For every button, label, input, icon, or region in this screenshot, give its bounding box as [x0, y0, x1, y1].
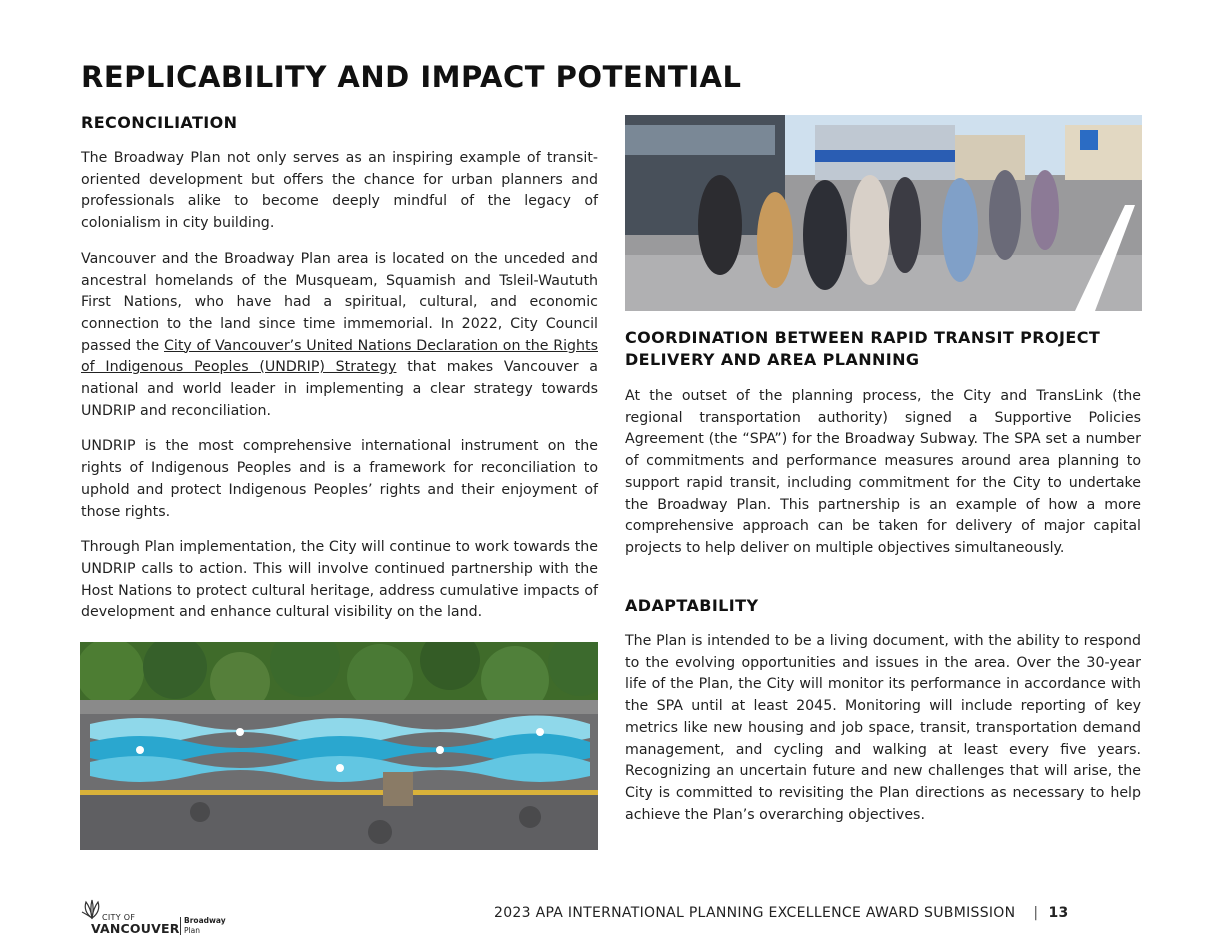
- undrip-strategy-link[interactable]: City of Vancouver’s United Nations Declaration on the Rights of Indigenous Peoples (UNDRIP) Strategy: [81, 337, 598, 376]
- logo-divider: [180, 917, 181, 935]
- footer-submission-text: 2023 APA INTERNATIONAL PLANNING EXCELLENCE AWARD SUBMISSION: [494, 905, 1016, 921]
- flower-logo-icon: [80, 898, 104, 922]
- logo-broadway-text: Broadway: [184, 916, 226, 925]
- adaptability-paragraph-1: The Plan is intended to be a living document, with the ability to respond to the evolving opportunities and issues in the area. Over the 30-year life of the Plan, the City will monitor its performance in accordance with the SPA until at least 2045. Monitoring will include reporting of key metrics like new housing and job space, transit, transportation demand management, and cycling and walking at least every five years. Recognizing an uncertain future and new challenges that will arise, the City is committed to revisiting the Plan directions as necessary to help achieve the Plan’s overarching objectives.: [625, 633, 1141, 823]
- logo-city-of-text: CITY OF: [102, 913, 136, 922]
- footer-separator: |: [1033, 905, 1039, 921]
- adaptability-body: [625, 631, 1141, 840]
- page-number: 13: [1048, 905, 1069, 921]
- city-of-vancouver-broadway-plan-logo: [80, 896, 240, 936]
- coordination-paragraph-1: At the outset of the planning process, the City and TransLink (the regional transportation authority) signed a Supportive Policies Agreement (the “SPA”) for the Broadway Subway. The SPA set a number of commitments and performance measures around area planning to support rapid transit, including commitment for the City to undertake the Broadway Plan. This partnership is an example of how a more comprehensive approach can be taken for delivery of major capital projects to help deliver on multiple objectives simultaneously.: [625, 388, 1141, 556]
- street-crosswalk-photo: [625, 115, 1142, 311]
- logo-plan-text: Plan: [184, 926, 200, 935]
- reconciliation-paragraph-4: Through Plan implementation, the City will continue to work towards the UNDRIP calls to action. This will involve continued partnership with the Host Nations to protect cultural heritage, address cumulative impacts of development and enhance cultural visibility on the land.: [81, 539, 598, 621]
- reconciliation-heading: RECONCILIATION: [81, 113, 238, 132]
- logo-vancouver-text: VANCOUVER: [91, 921, 180, 936]
- reconciliation-paragraph-1: The Broadway Plan not only serves as an inspiring example of transit-oriented development but offers the chance for urban planners and professionals alike to become deeply mindful of the legacy of colonialism in city building.: [81, 150, 598, 232]
- footer: [494, 905, 1069, 921]
- reconciliation-paragraph-3: UNDRIP is the most comprehensive international instrument on the rights of Indigenous Peoples and is a framework for reconciliation to uphold and protect Indigenous Peoples’ rights and their enjoyment of those rights.: [81, 438, 598, 520]
- coordination-body: [625, 386, 1141, 574]
- adaptability-heading: ADAPTABILITY: [625, 596, 759, 615]
- paragraph-text: that makes Vancouver a national and world leader in implementing a clear strategy towards UNDRIP and reconciliation.: [81, 359, 598, 419]
- coordination-heading: COORDINATION BETWEEN RAPID TRANSIT PROJECT DELIVERY AND AREA PLANNING: [625, 328, 1101, 369]
- reconciliation-paragraph-2: [81, 249, 598, 423]
- paragraph-text: Vancouver and the Broadway Plan area is located on the unceded and ancestral homelands of the Musqueam, Squamish and Tsleil-Waututh First Nations, who have had a spiritual, cultural, and economic connection to the land since time immemorial. In 2022, City Council passed the: [81, 250, 598, 354]
- reconciliation-body: [81, 148, 598, 638]
- page-title: REPLICABILITY AND IMPACT POTENTIAL: [81, 60, 742, 94]
- aerial-street-mural-photo: [80, 642, 598, 850]
